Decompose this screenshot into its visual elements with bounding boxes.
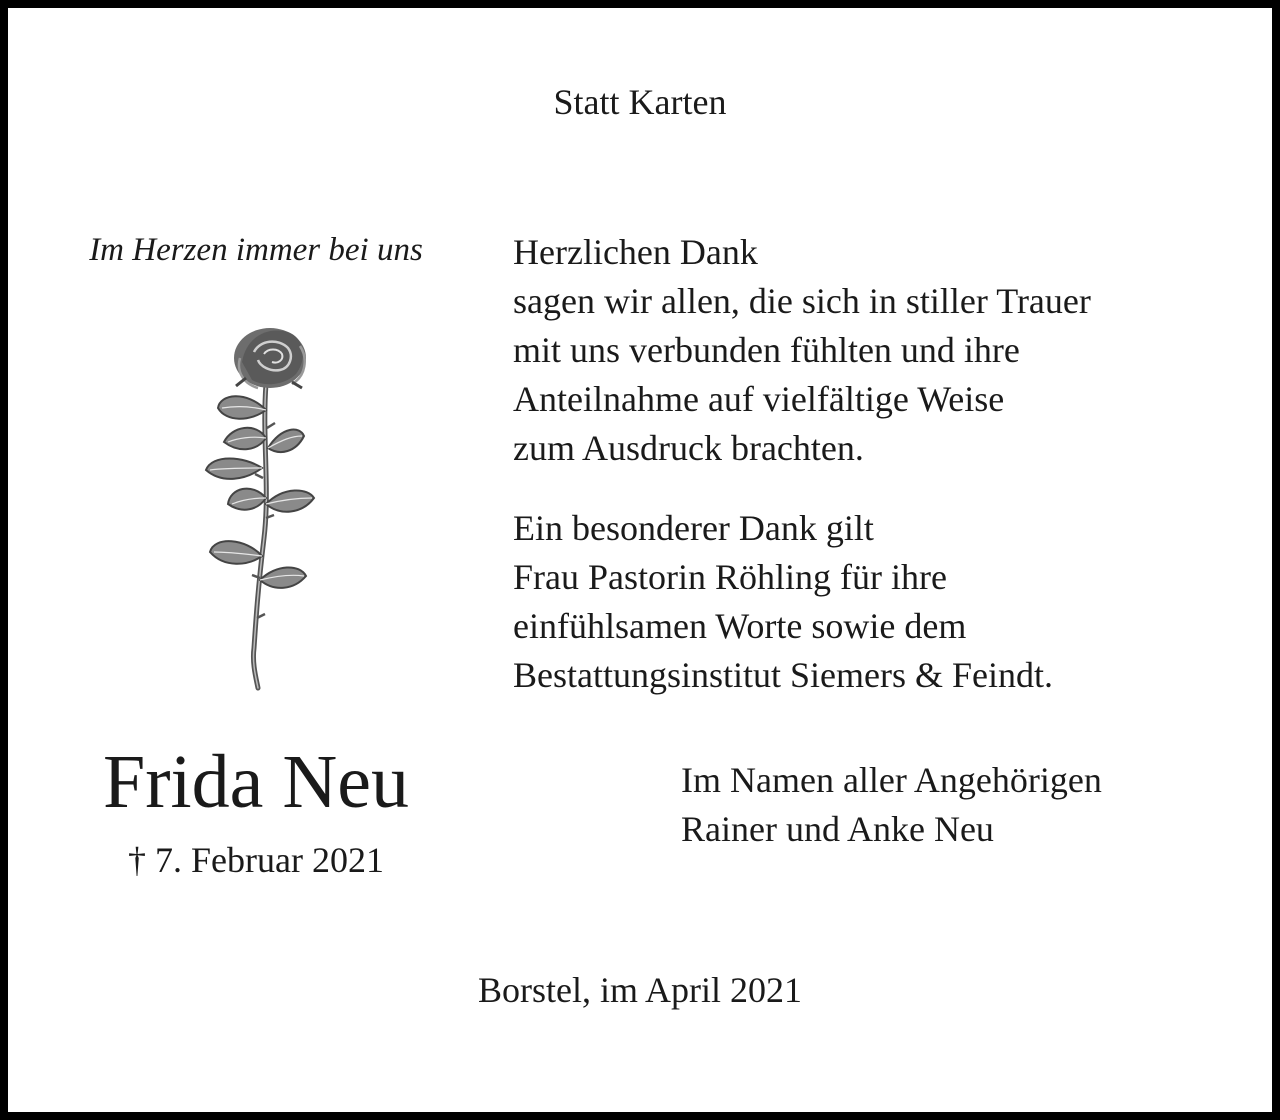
special-thanks-line: Bestattungsinstitut Siemers & Feindt. bbox=[513, 655, 1053, 695]
special-thanks-line: einfühlsamen Worte sowie dem bbox=[513, 606, 967, 646]
thanks-paragraph bbox=[513, 228, 1091, 473]
thanks-line: Anteilnahme auf vielfältige Weise bbox=[513, 379, 1005, 419]
special-thanks-line: Frau Pastorin Röhling für ihre bbox=[513, 557, 947, 597]
signature bbox=[681, 756, 1102, 854]
signature-line: Im Namen aller Angehörigen bbox=[681, 760, 1102, 800]
special-thanks-paragraph bbox=[513, 504, 1053, 700]
place-date: Borstel, im April 2021 bbox=[478, 970, 802, 1010]
thanks-line: zum Ausdruck brachten. bbox=[513, 428, 864, 468]
rose-icon bbox=[196, 318, 326, 698]
notice-header: Statt Karten bbox=[553, 82, 727, 122]
thanks-line: sagen wir allen, die sich in stiller Trauer bbox=[513, 281, 1091, 321]
deceased-name: Frida Neu bbox=[102, 740, 410, 824]
signature-line: Rainer und Anke Neu bbox=[681, 809, 994, 849]
motto: Im Herzen immer bei uns bbox=[89, 232, 423, 268]
death-date: † 7. Februar 2021 bbox=[128, 840, 384, 880]
thanks-line: Herzlichen Dank bbox=[513, 232, 758, 272]
thanks-line: mit uns verbunden fühlten und ihre bbox=[513, 330, 1020, 370]
special-thanks-line: Ein besonderer Dank gilt bbox=[513, 508, 874, 548]
